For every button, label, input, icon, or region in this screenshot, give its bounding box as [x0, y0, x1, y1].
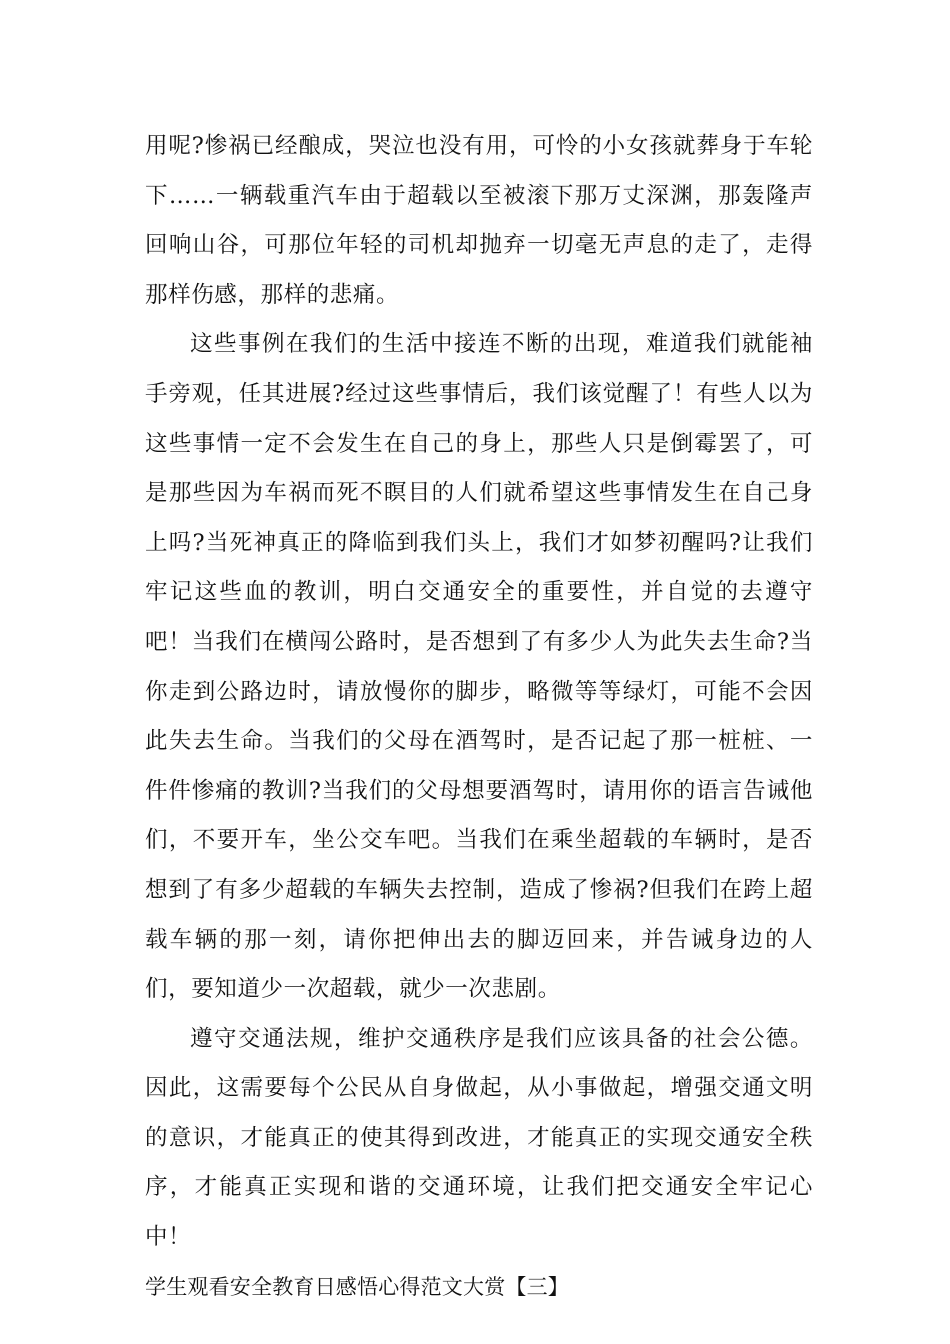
- document-page: [145, 122, 813, 1312]
- paragraph-3: 遵守交通法规，维护交通秩序是我们应该具备的社会公德。因此，这需要每个公民从自身做起，从小事做起，增强交通文明的意识，才能真正的使其得到改进，才能真正的实现交通安全秩序，才能真正实现和谐的交通环境，让我们把交通安全牢记心中！: [145, 1025, 813, 1251]
- paragraph-1: 用呢?惨祸已经酿成，哭泣也没有用，可怜的小女孩就葬身于车轮下……一辆载重汽车由于超载以至被滚下那万丈深渊，那轰隆声回响山谷，可那位年轻的司机却抛弃一切毫无声息的走了，走得那样伤感，那样的悲痛。: [145, 133, 813, 308]
- section-heading: 学生观看安全教育日感悟心得范文大赏【三】: [145, 1274, 569, 1299]
- paragraph-2: 这些事例在我们的生活中接连不断的出现，难道我们就能袖手旁观，任其进展?经过这些事情后，我们该觉醒了！有些人以为这些事情一定不会发生在自己的身上，那些人只是倒霉罢了，可是那些因为车祸而死不瞑目的人们就希望这些事情发生在自己身上吗?当死神真正的降临到我们头上，我们才如梦初醒吗?让我们牢记这些血的教训，明白交通安全的重要性，并自觉的去遵守吧！当我们在横闯公路时，是否想到了有多少人为此失去生命?当你走到公路边时，请放慢你的脚步，略微等等绿灯，可能不会因此失去生命。当我们的父母在酒驾时，是否记起了那一桩桩、一件件惨痛的教训?当我们的父母想要酒驾时，请用你的语言告诫他们，不要开车，坐公交车吧。当我们在乘坐超载的车辆时，是否想到了有多少超载的车辆失去控制，造成了惨祸?但我们在跨上超载车辆的那一刻，请你把伸出去的脚迈回来，并告诫身边的人们，要知道少一次超载，就少一次悲剧。: [145, 331, 813, 1003]
